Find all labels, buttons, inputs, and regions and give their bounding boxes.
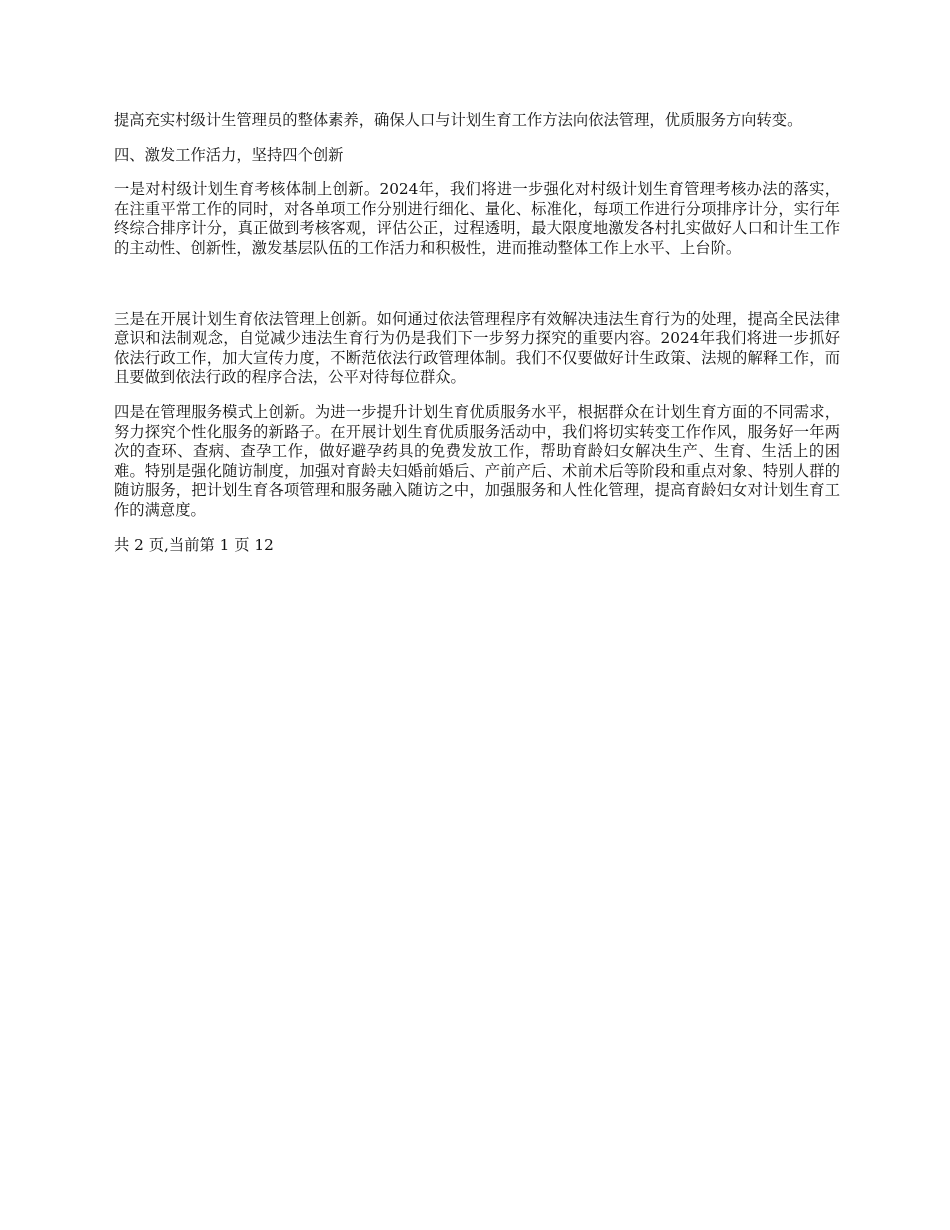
document-page [114,111,840,555]
paragraph-first-innovation: 一是对村级计划生育考核体制上创新。2024年，我们将进一步强化对村级计划生育管理考核办法的落实，在注重平常工作的同时，对各单项工作分别进行细化、量化、标准化，每项工作进行分项排序计分，实行年终综合排序计分，真正做到考核客观，评估公正，过程透明，最大限度地激发各村扎实做好人口和计生工作的主动性、创新性，激发基层队伍的工作活力和积极性，进而推动整体工作上水平、上台阶。 [114,180,840,257]
paragraph-intro: 提高充实村级计生管理员的整体素养，确保人口与计划生育工作方法向依法管理，优质服务方向转变。 [114,111,803,129]
section-heading: 四、激发工作活力，坚持四个创新 [114,145,344,164]
page-footer: 共 2 页,当前第 1 页 12 [114,535,274,554]
blank-gap [114,274,840,310]
paragraph-third-innovation: 三是在开展计划生育依法管理上创新。如何通过依法管理程序有效解决违法生育行为的处理，提高全民法律意识和法制观念，自觉减少违法生育行为仍是我们下一步努力探究的重要内容。2024年我们将进一步抓好依法行政工作，加大宣传力度，不断范依法行政管理体制。我们不仅要做好计生政策、法规的解释工作，而且要做到依法行政的程序合法，公平对待每位群众。 [114,309,840,387]
paragraph-fourth-innovation: 四是在管理服务模式上创新。为进一步提升计划生育优质服务水平，根据群众在计划生育方面的不同需求，努力探究个性化服务的新路子。在开展计划生育优质服务活动中，我们将切实转变工作作风，服务好一年两次的查环、查病、查孕工作，做好避孕药具的免费发放工作，帮助育龄妇女解决生产、生育、生活上的困难。特别是强化随访制度，加强对育龄夫妇婚前婚后、产前产后、术前术后等阶段和重点对象、特别人群的随访服务，把计划生育各项管理和服务融入随访之中，加强服务和人性化管理，提高育龄妇女对计划生育工作的满意度。 [114,402,840,519]
